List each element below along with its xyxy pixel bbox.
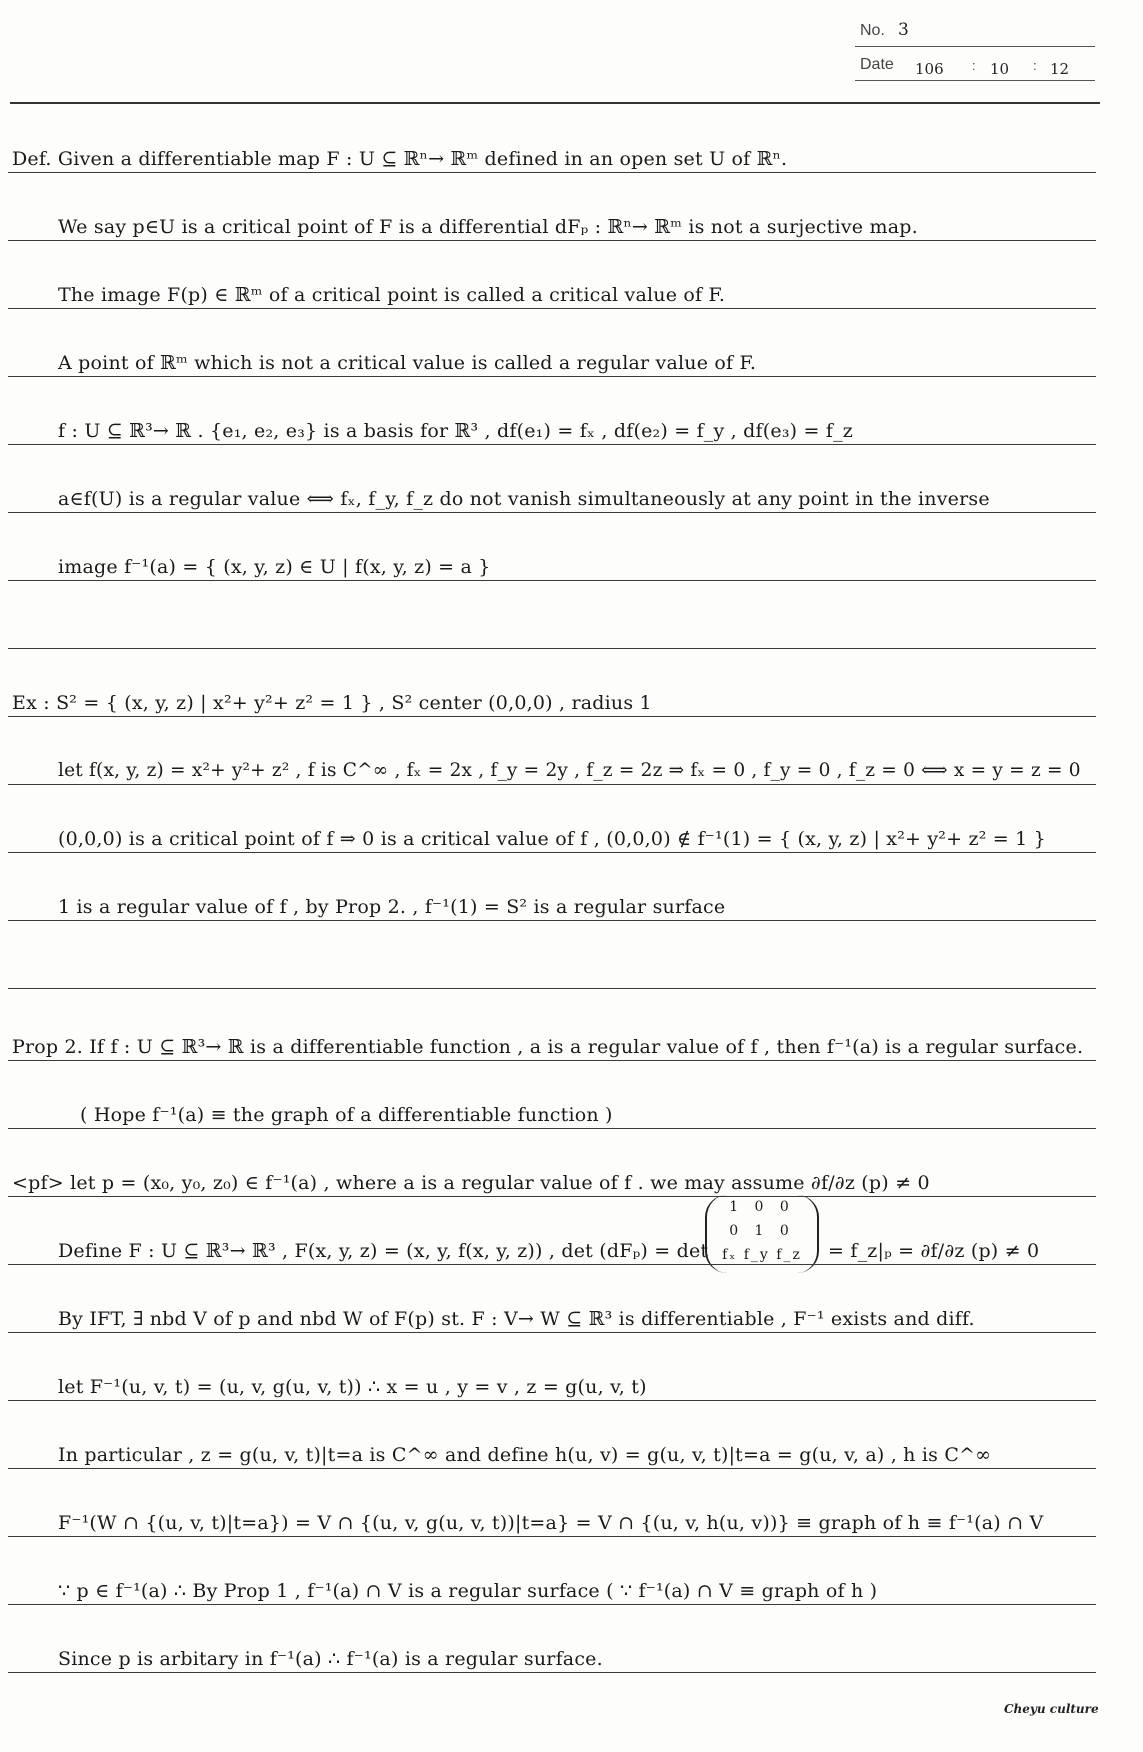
ruled-line [8, 1672, 1096, 1673]
ruled-line [8, 1128, 1096, 1129]
header-no-rule [855, 46, 1095, 47]
proof-line-7: ∵ p ∈ f⁻¹(a) ∴ By Prop 1 , f⁻¹(a) ∩ V is a regular surface ( ∵ f⁻¹(a) ∩ V ≡ graph of h ) [58, 1580, 878, 1602]
ruled-line [8, 240, 1096, 241]
ruled-line [8, 784, 1096, 785]
matrix-row-3: fₓ f_y f_z [722, 1247, 802, 1263]
ruled-line [8, 648, 1096, 649]
notebook-page: No. 3 Date 106 : 10 : 12 Def. Given a differentiable map F : U ⊆ ℝⁿ→ ℝᵐ defined in an open set U of ℝⁿ. We say p∈U is a critical point of F is a differential dFₚ : ℝⁿ→ ℝᵐ is not a surjective map. The image F(p) ∈ ℝᵐ of a critical point is called a critical value of F. A point of ℝᵐ which is not a critical value is called a regular value of F. f : U ⊆ ℝ³→ ℝ . {e₁, e₂, e₃} is a basis for ℝ³ , df(e₁) = fₓ , df(e₂) = f_y , df(e₃) = f_z a∈f(U) is a regular value ⟺ fₓ, f_y, f_z do not vanish simultaneously at any point in the inverse image f⁻¹(a) = { (x, y, z) ∈ U | f(x, y, z) = a } Ex : S² = { (x, y, z) | x²+ y²+ z² = 1 } , S² center (0,0,0) , radius 1 let f(x, y, z) = x²+ y²+ z² , f is C^∞ , fₓ = 2x , f_y = 2y , f_z = 2z ⇒ fₓ = 0 , f_y = 0 , f_z = 0 ⟺ x = y = z = 0 (0,0,0) is a critical point of f ⇒ 0 is a critical value of f , (0,0,0) ∉ f⁻¹(1) = { (x, y, z) | x²+ y²+ z² = 1 } 1 is a regular value of f , by Prop 2. , f⁻¹(1) = S² is a regular surface Prop 2. If f : U ⊆ ℝ³→ ℝ is a differentiable function , a is a regular value of f , then f⁻¹(a) is a regular surface. ( Hope f⁻¹(a) ≡ the graph of a differentiable function ) <pf> let p = (x₀, y₀, z₀) ∈ f⁻¹(a) , where a is a regular value of f . we may assume ∂f/∂z (p) ≠ 0 Define F : U ⊆ ℝ³→ ℝ³ , F(x, y, z) = (x, y, f(x, y, z)) , det (dFₚ) = det 1 0 0 0 1 0 fₓ f_y f_z = f_z|ₚ = ∂f/∂z (p) ≠ 0 By IFT, ∃ nbd V of p and nbd W of F(p) st. F : V→ W ⊆ ℝ³ is differentiable , F⁻¹ exists and diff. let F⁻¹(u, v, t) = (u, v, g(u, v, t)) ∴ x = u , y = v , z = g(u, v, t) In particular , z = g(u, v, t)|t=a is C^∞ and define h(u, v) = g(u, v, t)|t=a = g(u, v, a) , h is C^∞ F⁻¹(W ∩ {(u, v, t)|t=a}) = V ∩ {(u, v, g(u, v, t))|t=a} = V ∩ {(u, v, h(u, v))} ≡ graph of h ≡ f⁻¹(a) ∩ V ∵ p ∈ f⁻¹(a) ∴ By Prop 1 , f⁻¹(a) ∩ V is a regular surface ( ∵ f⁻¹(a) ∩ V ≡ graph of h ) Since p is arbitary in f⁻¹(a) ∴ f⁻¹(a) is a regular surface. Cheyu culture [0, 0, 1143, 1752]
proof-line-4: let F⁻¹(u, v, t) = (u, v, g(u, v, t)) ∴ x = u , y = v , z = g(u, v, t) [58, 1376, 647, 1398]
proof-line-2-left: Define F : U ⊆ ℝ³→ ℝ³ , F(x, y, z) = (x, y, f(x, y, z)) , det (dFₚ) = det [58, 1240, 709, 1262]
ruled-line [8, 1264, 1096, 1265]
header-divider [10, 102, 1100, 104]
definition-line-2: We say p∈U is a critical point of F is a differential dFₚ : ℝⁿ→ ℝᵐ is not a surjective map. [58, 216, 918, 238]
ruled-line [8, 1604, 1096, 1605]
ruled-line [8, 308, 1096, 309]
date-day: 12 [1050, 60, 1070, 78]
ruled-line [8, 1468, 1096, 1469]
ruled-line [8, 376, 1096, 377]
proof-line-8: Since p is arbitary in f⁻¹(a) ∴ f⁻¹(a) is a regular surface. [58, 1648, 603, 1670]
definition-line-6: a∈f(U) is a regular value ⟺ fₓ, f_y, f_z do not vanish simultaneously at any point in the inverse [58, 488, 990, 510]
jacobian-matrix [705, 1195, 819, 1273]
ruled-line [8, 1332, 1096, 1333]
example-line-2: let f(x, y, z) = x²+ y²+ z² , f is C^∞ , fₓ = 2x , f_y = 2y , f_z = 2z ⇒ fₓ = 0 , f_y = 0 , f_z = 0 ⟺ x = y = z = 0 [58, 760, 1081, 781]
date-year: 106 [915, 60, 944, 78]
header-date-rule [855, 80, 1095, 81]
brand-logo: Cheyu culture [1004, 1702, 1099, 1716]
date-label: Date [860, 56, 894, 73]
ruled-line [8, 1536, 1096, 1537]
ruled-line [8, 172, 1096, 173]
ruled-line [8, 920, 1096, 921]
definition-line-3: The image F(p) ∈ ℝᵐ of a critical point is called a critical value of F. [58, 284, 726, 306]
definition-line-5: f : U ⊆ ℝ³→ ℝ . {e₁, e₂, e₃} is a basis for ℝ³ , df(e₁) = fₓ , df(e₂) = f_y , df(e₃) = f_z [58, 420, 853, 442]
no-label: No. [860, 22, 885, 39]
ruled-line [8, 716, 1096, 717]
no-value: 3 [898, 20, 909, 40]
ruled-line [8, 1196, 1096, 1197]
ruled-line [8, 1060, 1096, 1061]
example-line-4: 1 is a regular value of f , by Prop 2. , f⁻¹(1) = S² is a regular surface [58, 896, 726, 918]
definition-line-1: Def. Given a differentiable map F : U ⊆ ℝⁿ→ ℝᵐ defined in an open set U of ℝⁿ. [12, 148, 788, 170]
ruled-line [8, 512, 1096, 513]
ruled-line [8, 444, 1096, 445]
ruled-line [8, 988, 1096, 989]
ruled-line [8, 580, 1096, 581]
proof-line-1: <pf> let p = (x₀, y₀, z₀) ∈ f⁻¹(a) , where a is a regular value of f . we may assume ∂f/∂z (p) ≠ 0 [12, 1172, 930, 1194]
matrix-row-2: 0 1 0 [729, 1223, 795, 1239]
proof-line-5: In particular , z = g(u, v, t)|t=a is C^∞ and define h(u, v) = g(u, v, t)|t=a = g(u, v, a) , h is C^∞ [58, 1444, 992, 1466]
proposition-line-1: Prop 2. If f : U ⊆ ℝ³→ ℝ is a differentiable function , a is a regular value of f , then f⁻¹(a) is a regular surface. [12, 1036, 1084, 1058]
definition-line-7: image f⁻¹(a) = { (x, y, z) ∈ U | f(x, y, z) = a } [58, 556, 491, 578]
date-month: 10 [990, 60, 1010, 78]
proposition-line-2: ( Hope f⁻¹(a) ≡ the graph of a differentiable function ) [80, 1104, 613, 1126]
example-line-1: Ex : S² = { (x, y, z) | x²+ y²+ z² = 1 } , S² center (0,0,0) , radius 1 [12, 692, 652, 714]
definition-line-4: A point of ℝᵐ which is not a critical value is called a regular value of F. [58, 352, 757, 374]
proof-line-3: By IFT, ∃ nbd V of p and nbd W of F(p) st. F : V→ W ⊆ ℝ³ is differentiable , F⁻¹ exists and diff. [58, 1308, 975, 1330]
example-line-3: (0,0,0) is a critical point of f ⇒ 0 is a critical value of f , (0,0,0) ∉ f⁻¹(1) = { (x, y, z) | x²+ y²+ z² = 1 } [58, 828, 1046, 850]
matrix-row-1: 1 0 0 [729, 1199, 795, 1215]
ruled-line [8, 1400, 1096, 1401]
ruled-line [8, 852, 1096, 853]
proof-line-6: F⁻¹(W ∩ {(u, v, t)|t=a}) = V ∩ {(u, v, g(u, v, t))|t=a} = V ∩ {(u, v, h(u, v))} ≡ graph of h ≡ f⁻¹(a) ∩ V [58, 1512, 1044, 1534]
proof-line-2-right: = f_z|ₚ = ∂f/∂z (p) ≠ 0 [828, 1240, 1040, 1262]
